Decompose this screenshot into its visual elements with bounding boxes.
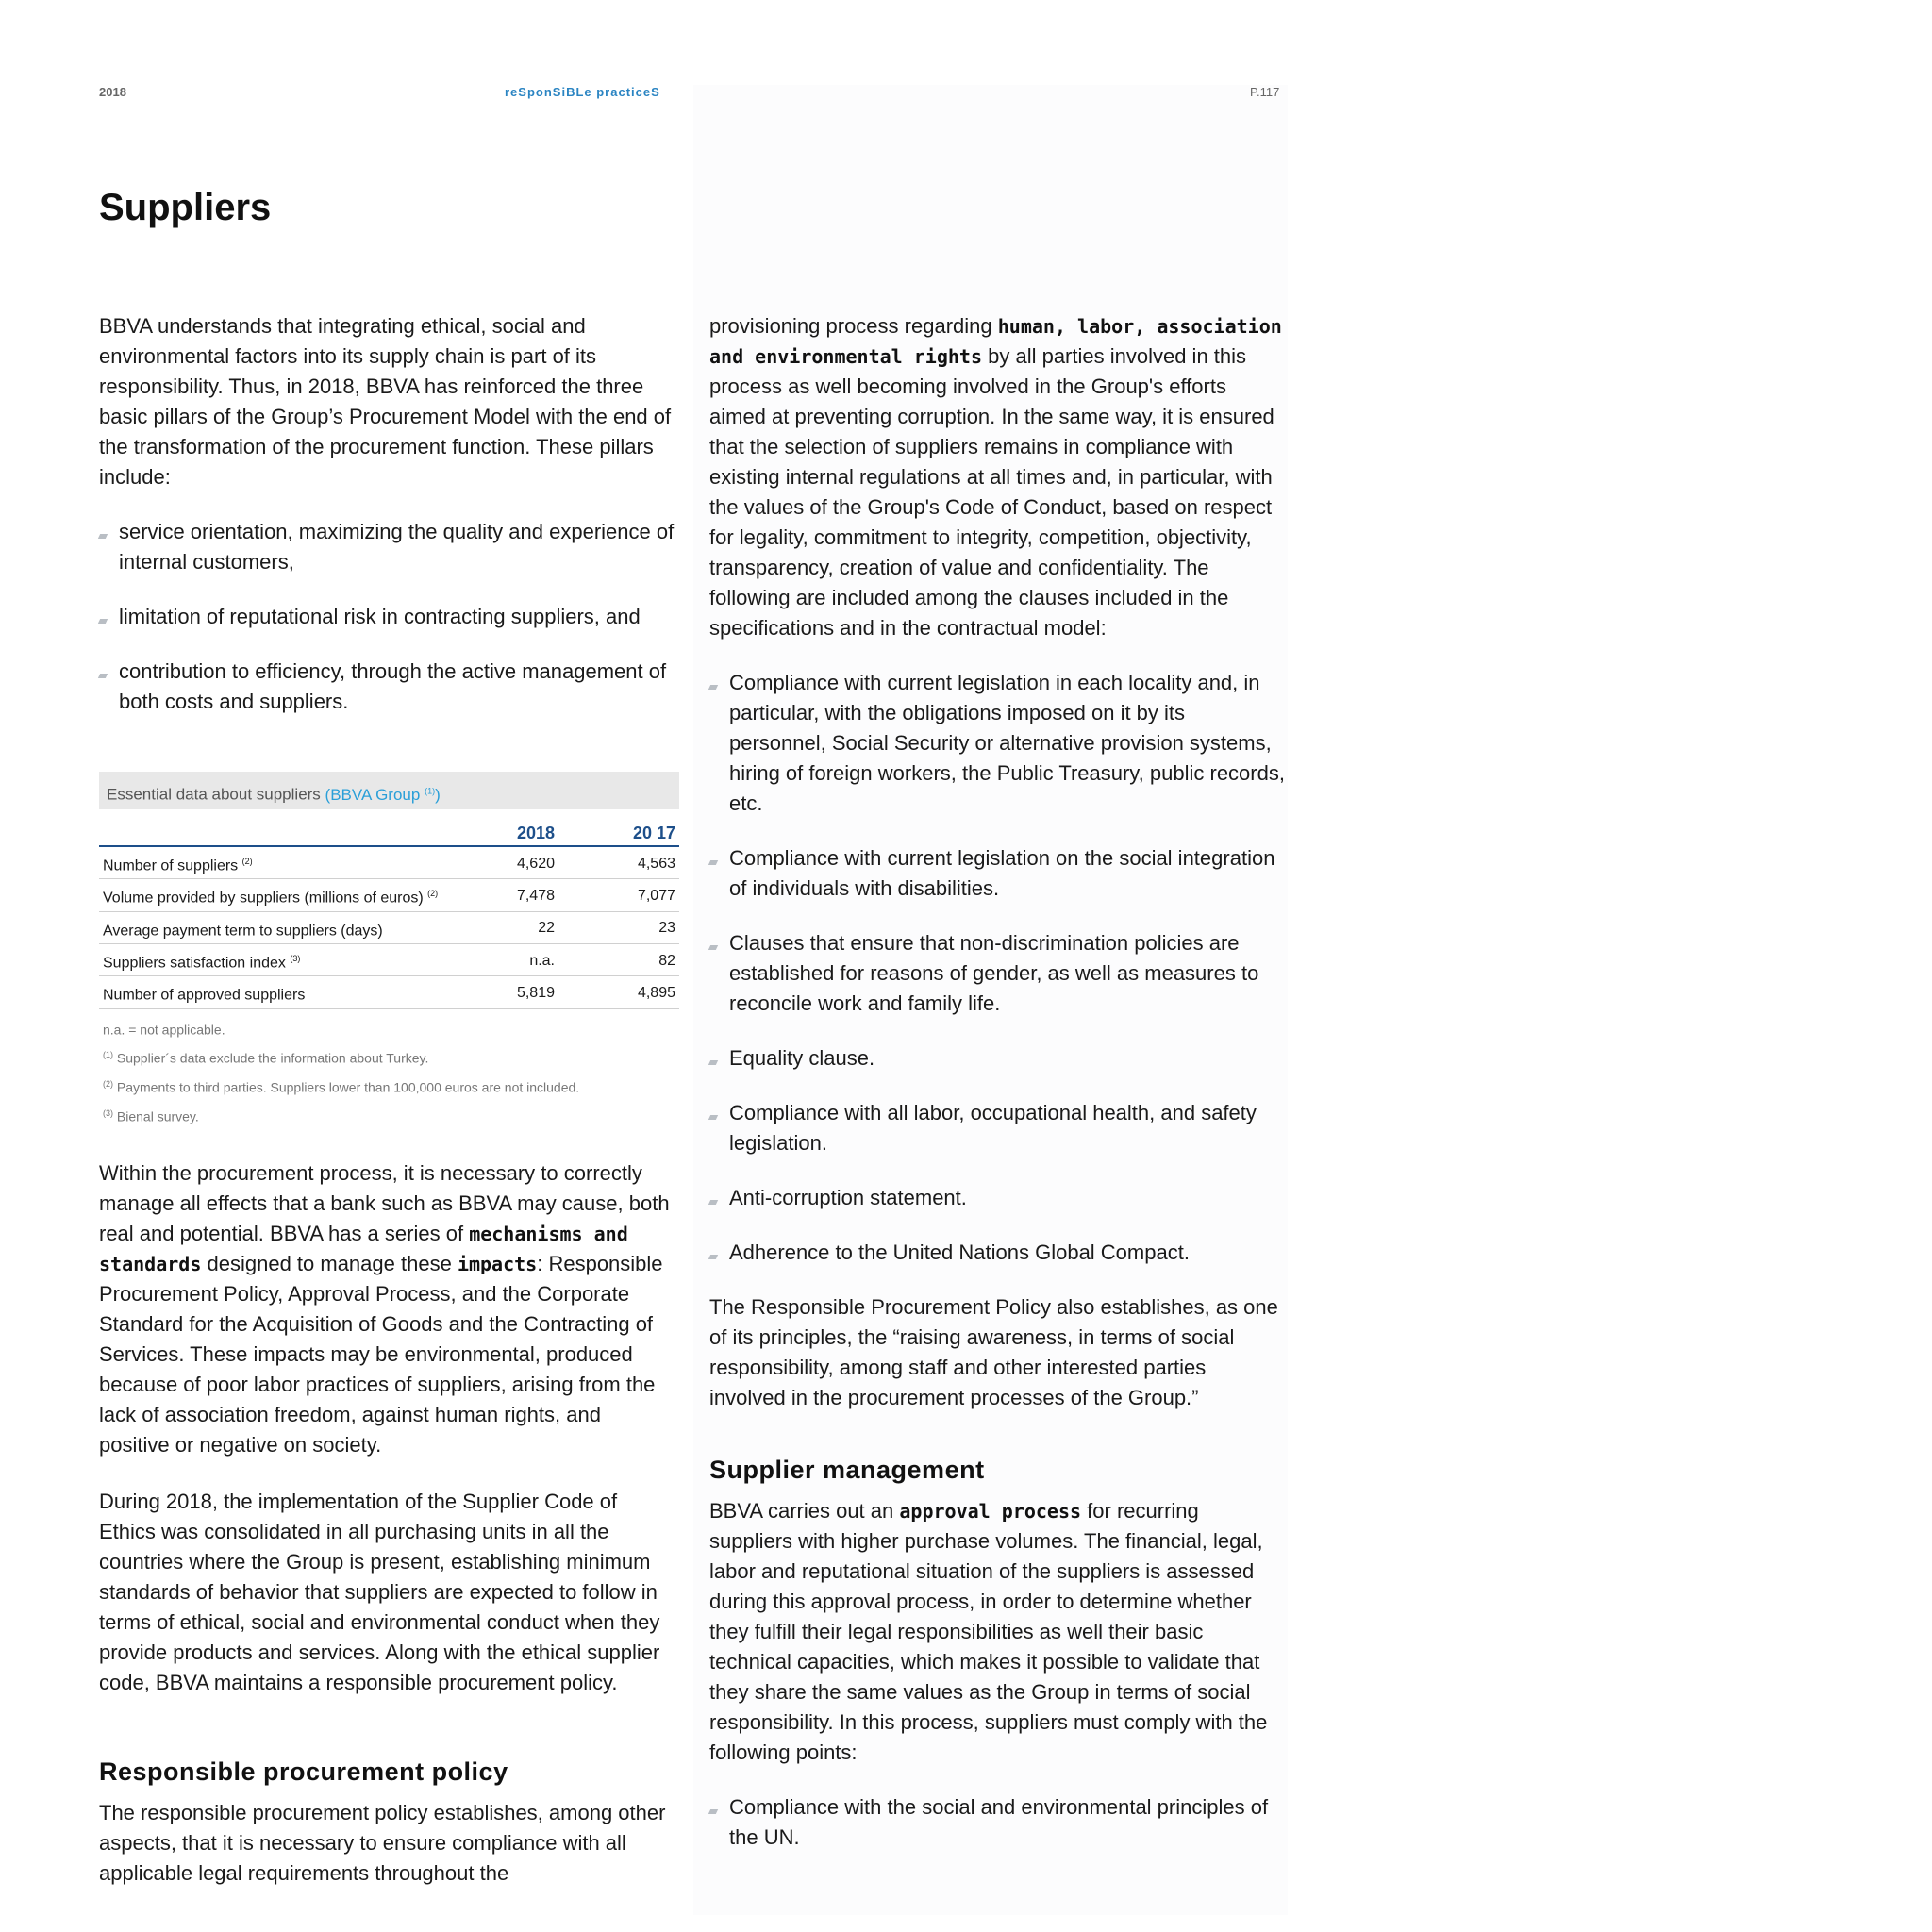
policy-heading: Responsible procurement policy [99, 1757, 508, 1787]
table-row: Average payment term to suppliers (days) 22 23 [99, 911, 679, 943]
table-header-2018: 2018 [457, 809, 558, 846]
data-table [99, 809, 679, 1009]
header-section-title: reSponSiBLe practiceS [505, 85, 660, 99]
table-footnote: $^{(2)}$ Payments to third parties. Suppliers lower than 100,000 euros are not included. [103, 1078, 580, 1095]
supplier-code-paragraph: During 2018, the implementation of the Supplier Code of Ethics was consolidated in all purchasing units in all the countries where the Group is present, establishing minimum standards of behavior that suppliers are expected to follow in terms of ethical, social and environmental conduct when they provide products and services. Along with the ethical supplier code, BBVA maintains a responsible procurement policy. [99, 1490, 660, 1695]
table-row: Suppliers satisfaction index $^{(3)}$ n.a. 82 [99, 943, 679, 975]
page-title: Suppliers [99, 187, 272, 228]
page-header [99, 85, 1288, 104]
table-row: Number of approved suppliers 5,819 4,895 [99, 976, 679, 1008]
list-item: Adherence to the United Nations Global Compact. [709, 1238, 1285, 1268]
table-footnote: n.a. = not applicable. [103, 1022, 225, 1038]
list-item: Anti-corruption statement. [709, 1183, 1285, 1213]
clauses-list [709, 668, 1285, 1268]
policy-paragraph: The responsible procurement policy establishes, among other aspects, that it is necessary to ensure compliance with all applicable legal requirements throughout the [99, 1801, 666, 1886]
table-footnote: $^{(3)}$ Bienal survey. [103, 1108, 199, 1124]
list-item: service orientation, maximizing the quality and experience of internal customers, [99, 517, 675, 577]
list-item: Compliance with all labor, occupational health, and safety legislation. [709, 1098, 1285, 1158]
principle-paragraph: The Responsible Procurement Policy also establishes, as one of its principles, the “raising awareness, in terms of social responsibility, among staff and other interested parties involved in the procurement processes of the Group.” [709, 1295, 1278, 1409]
table-footnote: $^{(1)}$ Supplier´s data exclude the information about Turkey. [103, 1050, 429, 1066]
table-header-2017: 20 17 [558, 809, 679, 846]
table-header-empty [99, 809, 457, 846]
table-title: Essential data about suppliers (BBVA Group $^{(1)}$) [99, 772, 679, 809]
list-item: Compliance with the social and environmental principles of the UN. [709, 1792, 1285, 1853]
pillars-list [99, 517, 675, 717]
list-item: limitation of reputational risk in contracting suppliers, and [99, 602, 675, 632]
policy-continuation-paragraph: provisioning process regarding human, labor, association and environmental rights by all parties involved in this process as well becoming involved in the Group's efforts aimed at preventing corruption. In the same way, it is ensured that the selection of suppliers remains in compliance with existing internal regulations at all times and, in particular, with the values of the Group's Code of Conduct, based on respect for legality, commitment to integrity, competition, objectivity, transparency, creation of value and confidentiality. The following are included among the clauses included in the specifications and in the contractual model: [709, 314, 1282, 640]
left-column [99, 311, 675, 1889]
table-title-accent: (BBVA Group $^{(1)}$) [325, 785, 441, 804]
supplier-data-table [99, 772, 679, 1124]
table-row: Number of suppliers $^{(2)}$ 4,620 4,563 [99, 846, 679, 879]
procurement-paragraph: Within the procurement process, it is necessary to correctly manage all effects that a bank such as BBVA may cause, both real and potential. BBVA has a series of mechanisms and standards designed to manage these impacts: Responsible Procurement Policy, Approval Process, and the Corporate Standard for the Acquisition of Goods and the Contracting of Services. These impacts may be environmental, produced because of poor labor practices of suppliers, arising from the lack of association freedom, against human rights, and positive or negative on society. [99, 1161, 670, 1457]
supplier-management-heading: Supplier management [709, 1456, 985, 1484]
list-item: contribution to efficiency, through the active management of both costs and suppliers. [99, 657, 675, 717]
header-year: 2018 [99, 85, 126, 99]
table-row: Volume provided by suppliers (millions of euros) $^{(2)}$ 7,478 7,077 [99, 879, 679, 911]
list-item: Clauses that ensure that non-discrimination policies are established for reasons of gender, as well as measures to reconcile work and family life. [709, 928, 1285, 1019]
list-item: Equality clause. [709, 1043, 1285, 1074]
list-item: Compliance with current legislation in each locality and, in particular, with the obligations imposed on it by its personnel, Social Security or alternative provision systems, hiring of foreign workers, the Public Treasury, public records, etc. [709, 668, 1285, 819]
approval-points-list [709, 1792, 1285, 1853]
intro-paragraph: BBVA understands that integrating ethical, social and environmental factors into its supply chain is part of its responsibility. Thus, in 2018, BBVA has reinforced the three basic pillars of the Group’s Procurement Model with the end of the transformation of the procurement function. These pillars include: [99, 314, 672, 489]
right-column [709, 311, 1285, 1853]
list-item: Compliance with current legislation on the social integration of individuals with disabilities. [709, 843, 1285, 904]
approval-paragraph: BBVA carries out an approval process for recurring suppliers with higher purchase volumes. The financial, legal, labor and reputational situation of the suppliers is assessed during this approval process, in order to determine whether they fulfill their legal responsibilities as well their basic technical capacities, which makes it possible to validate that they share the same values as the Group in terms of social responsibility. In this process, suppliers must comply with the following points: [709, 1499, 1268, 1764]
header-page-number: P.117 [1250, 85, 1280, 99]
